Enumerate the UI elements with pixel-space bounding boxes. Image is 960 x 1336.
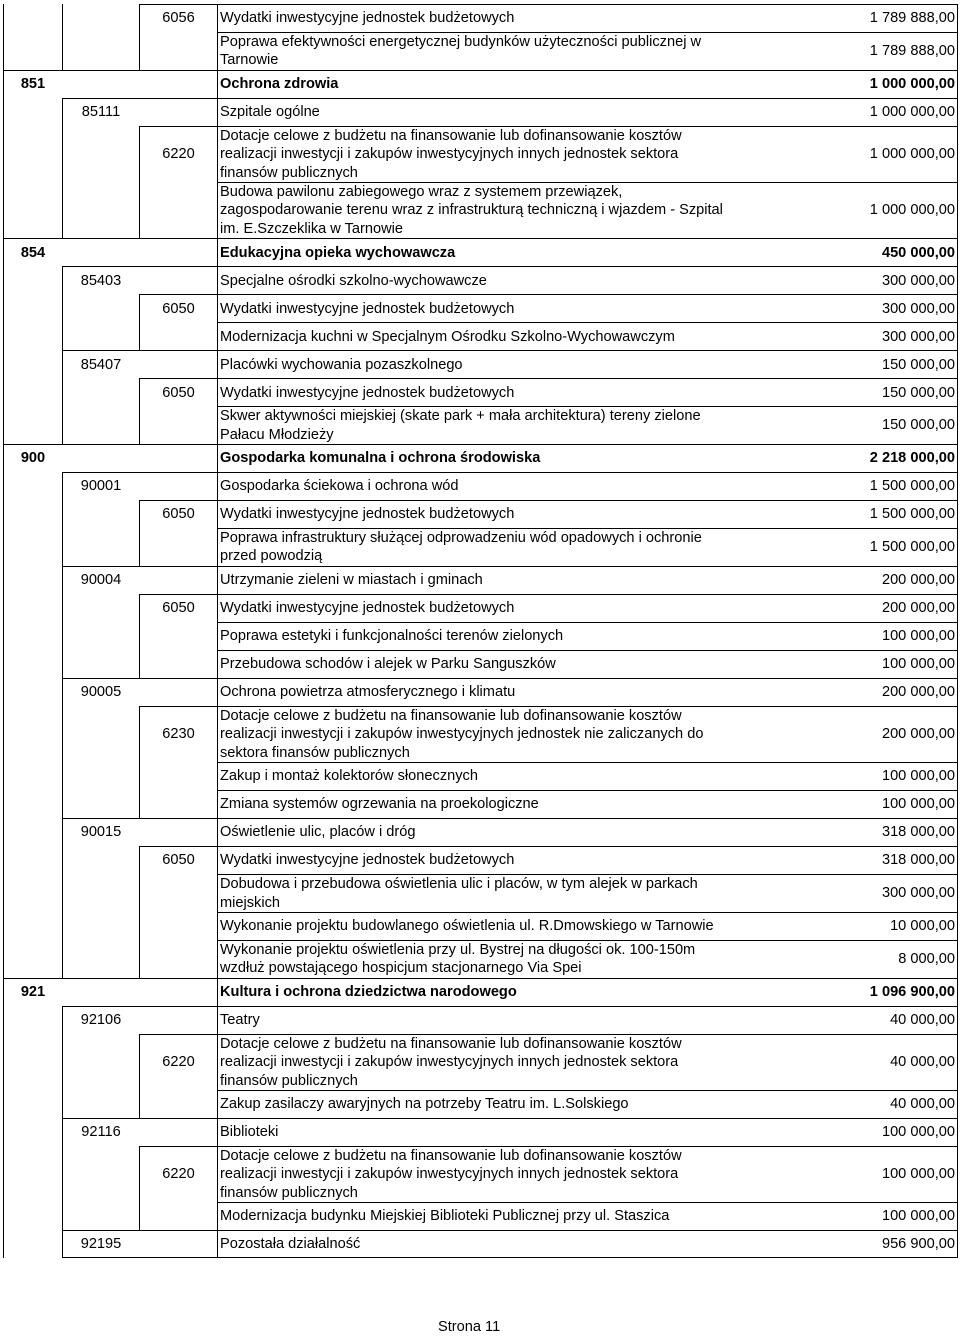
- paragraf-cell: [139, 472, 217, 500]
- rozdzial-cell: [62, 940, 139, 978]
- paragraf-cell: [139, 378, 217, 406]
- paragraf-code: 6220: [162, 1054, 195, 1071]
- rozdzial-cell: [62, 1202, 139, 1230]
- rozdzial-cell: [62, 1118, 139, 1146]
- rozdzial-cell: [62, 818, 139, 846]
- rozdzial-cell: [62, 444, 139, 472]
- paragraf-row: [3, 846, 958, 874]
- dzial-cell: [3, 650, 62, 678]
- row-amount: 100 000,00: [881, 656, 955, 673]
- rozdzial-row: [3, 350, 958, 378]
- paragraf-code: 6050: [162, 384, 195, 401]
- paragraf-cell: [139, 706, 217, 762]
- row-description: Przebudowa schodów i alejek w Parku Sanguszków: [220, 656, 556, 673]
- task-row: [3, 528, 958, 566]
- paragraf-code: 6050: [162, 300, 195, 317]
- description-amount-cell: [217, 528, 958, 566]
- description-amount-cell: [217, 1006, 958, 1034]
- dzial-cell: [3, 818, 62, 846]
- dzial-cell: [3, 940, 62, 978]
- description-amount-cell: [217, 444, 958, 472]
- row-description: Dotacje celowe z budżetu na finansowanie lub dofinansowanie kosztów realizacji inwestycji i zakupów inwestycyjnych innych jednostek sektora finansów publicznych: [220, 127, 682, 181]
- dzial-cell: [3, 790, 62, 818]
- rozdzial-code: 92106: [80, 1012, 122, 1029]
- paragraf-cell: [139, 294, 217, 322]
- description-amount-cell: [217, 294, 958, 322]
- description-amount-cell: [217, 472, 958, 500]
- dzial-cell: [3, 874, 62, 912]
- task-row: [3, 1202, 958, 1230]
- paragraf-cell: [139, 500, 217, 528]
- description-amount-cell: [217, 1202, 958, 1230]
- rozdzial-cell: [62, 650, 139, 678]
- rozdzial-cell: [62, 1006, 139, 1034]
- row-description: Wydatki inwestycyjne jednostek budżetowych: [220, 852, 515, 869]
- description-amount-cell: [217, 650, 958, 678]
- dzial-cell: [3, 444, 62, 472]
- dzial-row: [3, 238, 958, 266]
- description-amount-cell: [217, 1090, 958, 1118]
- row-amount: 8 000,00: [898, 951, 955, 968]
- row-description: Ochrona zdrowia: [220, 76, 339, 93]
- dzial-cell: [3, 182, 62, 238]
- dzial-cell: [3, 378, 62, 406]
- paragraf-cell: [139, 566, 217, 594]
- description-amount-cell: [217, 322, 958, 350]
- paragraf-row: [3, 500, 958, 528]
- rozdzial-cell: [62, 182, 139, 238]
- dzial-cell: [3, 912, 62, 940]
- dzial-code: 854: [20, 244, 46, 261]
- rozdzial-code: 92195: [80, 1235, 122, 1252]
- row-description: Wydatki inwestycyjne jednostek budżetowych: [220, 506, 515, 523]
- row-description: Wykonanie projektu oświetlenia przy ul. Bystrej na długości ok. 100-150m wzdłuż powstającego hospicjum stacjonarnego Via Spei: [220, 941, 696, 977]
- row-description: Dotacje celowe z budżetu na finansowanie lub dofinansowanie kosztów realizacji inwestycji i zakupów inwestycyjnych innych jednostek sektora finansów publicznych: [220, 1147, 682, 1201]
- paragraf-cell: [139, 818, 217, 846]
- dzial-cell: [3, 70, 62, 98]
- row-amount: 300 000,00: [881, 328, 955, 345]
- rozdzial-row: [3, 98, 958, 126]
- row-description: Edukacyjna opieka wychowawcza: [220, 244, 456, 261]
- rozdzial-cell: [62, 4, 139, 32]
- task-row: [3, 322, 958, 350]
- paragraf-row: [3, 126, 958, 182]
- row-amount: 300 000,00: [881, 885, 955, 902]
- paragraf-cell: [139, 1090, 217, 1118]
- dzial-cell: [3, 1034, 62, 1090]
- rozdzial-code: 90001: [80, 478, 122, 495]
- paragraf-cell: [139, 594, 217, 622]
- paragraf-cell: [139, 1118, 217, 1146]
- rozdzial-cell: [62, 706, 139, 762]
- rozdzial-cell: [62, 500, 139, 528]
- rozdzial-cell: [62, 678, 139, 706]
- rozdzial-cell: [62, 912, 139, 940]
- rozdzial-row: [3, 818, 958, 846]
- row-description: Skwer aktywności miejskiej (skate park + mała architektura) tereny zielone Pałacu Młodzieży: [220, 408, 701, 443]
- row-amount: 10 000,00: [890, 918, 955, 935]
- paragraf-cell: [139, 32, 217, 70]
- dzial-cell: [3, 762, 62, 790]
- rozdzial-code: 90005: [80, 684, 122, 701]
- rozdzial-code: 85403: [80, 272, 122, 289]
- row-amount: 1 500 000,00: [869, 539, 955, 556]
- paragraf-cell: [139, 98, 217, 126]
- rozdzial-row: [3, 678, 958, 706]
- description-amount-cell: [217, 4, 958, 32]
- dzial-cell: [3, 528, 62, 566]
- rozdzial-cell: [62, 1034, 139, 1090]
- rozdzial-row: [3, 266, 958, 294]
- description-amount-cell: [217, 762, 958, 790]
- row-description: Modernizacja budynku Miejskiej Biblioteki Publicznej przy ul. Staszica: [220, 1208, 670, 1225]
- description-amount-cell: [217, 32, 958, 70]
- row-description: Zakup zasilaczy awaryjnych na potrzeby Teatru im. L.Solskiego: [220, 1096, 629, 1113]
- paragraf-cell: [139, 1006, 217, 1034]
- paragraf-row: [3, 294, 958, 322]
- row-amount: 300 000,00: [881, 272, 955, 289]
- task-row: [3, 622, 958, 650]
- paragraf-cell: [139, 238, 217, 266]
- row-amount: 40 000,00: [890, 1096, 955, 1113]
- row-amount: 450 000,00: [881, 244, 955, 261]
- description-amount-cell: [217, 406, 958, 444]
- rozdzial-row: [3, 1230, 958, 1258]
- rozdzial-cell: [62, 528, 139, 566]
- description-amount-cell: [217, 912, 958, 940]
- rozdzial-cell: [62, 70, 139, 98]
- row-amount: 100 000,00: [881, 628, 955, 645]
- rozdzial-row: [3, 566, 958, 594]
- paragraf-cell: [139, 940, 217, 978]
- task-row: [3, 874, 958, 912]
- dzial-cell: [3, 126, 62, 182]
- dzial-row: [3, 978, 958, 1006]
- description-amount-cell: [217, 818, 958, 846]
- paragraf-cell: [139, 70, 217, 98]
- row-amount: 200 000,00: [881, 600, 955, 617]
- paragraf-code: 6220: [162, 1166, 195, 1183]
- paragraf-cell: [139, 790, 217, 818]
- row-description: Wydatki inwestycyjne jednostek budżetowych: [220, 300, 515, 317]
- dzial-cell: [3, 4, 62, 32]
- rozdzial-cell: [62, 1146, 139, 1202]
- description-amount-cell: [217, 1230, 958, 1258]
- row-description: Poprawa estetyki i funkcjonalności terenów zielonych: [220, 628, 564, 645]
- rozdzial-cell: [62, 126, 139, 182]
- task-row: [3, 1090, 958, 1118]
- task-row: [3, 650, 958, 678]
- description-amount-cell: [217, 182, 958, 238]
- rozdzial-cell: [62, 378, 139, 406]
- paragraf-cell: [139, 182, 217, 238]
- description-amount-cell: [217, 1146, 958, 1202]
- row-amount: 100 000,00: [881, 768, 955, 785]
- row-description: Dobudowa i przebudowa oświetlenia ulic i placów, w tym alejek w parkach miejskich: [220, 876, 698, 911]
- dzial-cell: [3, 406, 62, 444]
- dzial-cell: [3, 1146, 62, 1202]
- paragraf-row: [3, 1146, 958, 1202]
- description-amount-cell: [217, 238, 958, 266]
- paragraf-cell: [139, 762, 217, 790]
- rozdzial-code: 85111: [81, 104, 121, 121]
- task-row: [3, 32, 958, 70]
- row-description: Teatry: [220, 1012, 260, 1029]
- paragraf-row: [3, 1034, 958, 1090]
- rozdzial-cell: [62, 874, 139, 912]
- dzial-cell: [3, 98, 62, 126]
- row-description: Gospodarka komunalna i ochrona środowiska: [220, 450, 541, 467]
- row-amount: 150 000,00: [881, 384, 955, 401]
- description-amount-cell: [217, 500, 958, 528]
- paragraf-cell: [139, 528, 217, 566]
- dzial-cell: [3, 238, 62, 266]
- row-amount: 300 000,00: [881, 300, 955, 317]
- rozdzial-cell: [62, 762, 139, 790]
- rozdzial-cell: [62, 238, 139, 266]
- dzial-code: 851: [20, 76, 46, 93]
- description-amount-cell: [217, 874, 958, 912]
- description-amount-cell: [217, 790, 958, 818]
- description-amount-cell: [217, 126, 958, 182]
- paragraf-row: [3, 594, 958, 622]
- rozdzial-cell: [62, 266, 139, 294]
- rozdzial-code: 90015: [80, 824, 122, 841]
- description-amount-cell: [217, 1118, 958, 1146]
- paragraf-code: 6230: [162, 726, 195, 743]
- description-amount-cell: [217, 846, 958, 874]
- paragraf-cell: [139, 322, 217, 350]
- task-row: [3, 182, 958, 238]
- dzial-cell: [3, 1118, 62, 1146]
- paragraf-cell: [139, 1146, 217, 1202]
- dzial-cell: [3, 978, 62, 1006]
- row-amount: 1 789 888,00: [869, 10, 955, 27]
- description-amount-cell: [217, 978, 958, 1006]
- rozdzial-cell: [62, 594, 139, 622]
- dzial-cell: [3, 322, 62, 350]
- row-amount: 150 000,00: [881, 417, 955, 434]
- row-description: Specjalne ośrodki szkolno-wychowawcze: [220, 272, 487, 289]
- row-amount: 318 000,00: [881, 824, 955, 841]
- row-amount: 318 000,00: [881, 852, 955, 869]
- rozdzial-cell: [62, 1230, 139, 1258]
- row-description: Poprawa efektywności energetycznej budynków użyteczności publicznej w Tarnowie: [220, 34, 702, 69]
- row-amount: 956 900,00: [881, 1235, 955, 1252]
- description-amount-cell: [217, 594, 958, 622]
- rozdzial-code: 92116: [81, 1124, 121, 1141]
- row-description: Kultura i ochrona dziedzictwa narodowego: [220, 984, 517, 1001]
- task-row: [3, 790, 958, 818]
- paragraf-code: 6050: [162, 506, 195, 523]
- rozdzial-cell: [62, 32, 139, 70]
- paragraf-row: [3, 378, 958, 406]
- rozdzial-cell: [62, 406, 139, 444]
- row-amount: 1 789 888,00: [869, 43, 955, 60]
- paragraf-cell: [139, 874, 217, 912]
- row-amount: 1 500 000,00: [869, 506, 955, 523]
- dzial-cell: [3, 594, 62, 622]
- rozdzial-cell: [62, 294, 139, 322]
- description-amount-cell: [217, 378, 958, 406]
- row-description: Szpitale ogólne: [220, 104, 320, 121]
- row-amount: 150 000,00: [881, 356, 955, 373]
- dzial-cell: [3, 1202, 62, 1230]
- task-row: [3, 912, 958, 940]
- row-description: Wydatki inwestycyjne jednostek budżetowych: [220, 384, 515, 401]
- description-amount-cell: [217, 940, 958, 978]
- row-description: Wydatki inwestycyjne jednostek budżetowych: [220, 600, 515, 617]
- row-amount: 1 000 000,00: [869, 76, 955, 93]
- row-amount: 40 000,00: [890, 1012, 955, 1029]
- dzial-code: 921: [20, 984, 46, 1001]
- paragraf-code: 6050: [162, 600, 195, 617]
- rozdzial-cell: [62, 322, 139, 350]
- description-amount-cell: [217, 622, 958, 650]
- dzial-code: 900: [20, 450, 46, 467]
- paragraf-cell: [139, 126, 217, 182]
- paragraf-cell: [139, 1202, 217, 1230]
- dzial-cell: [3, 1090, 62, 1118]
- rozdzial-code: 90004: [80, 572, 122, 589]
- task-row: [3, 762, 958, 790]
- paragraf-cell: [139, 350, 217, 378]
- dzial-cell: [3, 846, 62, 874]
- rozdzial-cell: [62, 978, 139, 1006]
- dzial-cell: [3, 32, 62, 70]
- task-row: [3, 406, 958, 444]
- row-description: Biblioteki: [220, 1124, 279, 1141]
- paragraf-code: 6220: [162, 146, 195, 163]
- rozdzial-cell: [62, 350, 139, 378]
- row-description: Zakup i montaż kolektorów słonecznych: [220, 768, 478, 785]
- row-amount: 100 000,00: [881, 796, 955, 813]
- row-amount: 1 500 000,00: [869, 478, 955, 495]
- rozdzial-code: 85407: [80, 356, 122, 373]
- row-description: Dotacje celowe z budżetu na finansowanie lub dofinansowanie kosztów realizacji inwestycji i zakupów inwestycyjnych jednostek nie zaliczanych do sektora finansów publicznych: [220, 707, 704, 761]
- dzial-cell: [3, 622, 62, 650]
- description-amount-cell: [217, 1034, 958, 1090]
- row-description: Zmiana systemów ogrzewania na proekologiczne: [220, 796, 539, 813]
- description-amount-cell: [217, 70, 958, 98]
- row-amount: 200 000,00: [881, 684, 955, 701]
- paragraf-code: 6056: [162, 10, 195, 27]
- rozdzial-cell: [62, 566, 139, 594]
- row-amount: 200 000,00: [881, 572, 955, 589]
- row-description: Gospodarka ściekowa i ochrona wód: [220, 478, 459, 495]
- paragraf-cell: [139, 406, 217, 444]
- description-amount-cell: [217, 678, 958, 706]
- dzial-cell: [3, 500, 62, 528]
- row-amount: 100 000,00: [881, 1166, 955, 1183]
- row-amount: 2 218 000,00: [869, 450, 955, 467]
- dzial-cell: [3, 1230, 62, 1258]
- paragraf-cell: [139, 444, 217, 472]
- row-description: Wykonanie projektu budowlanego oświetlenia ul. R.Dmowskiego w Tarnowie: [220, 918, 714, 935]
- dzial-cell: [3, 566, 62, 594]
- paragraf-cell: [139, 1230, 217, 1258]
- row-amount: 100 000,00: [881, 1124, 955, 1141]
- rozdzial-row: [3, 1118, 958, 1146]
- row-description: Wydatki inwestycyjne jednostek budżetowych: [220, 10, 515, 27]
- rozdzial-row: [3, 1006, 958, 1034]
- paragraf-cell: [139, 650, 217, 678]
- paragraf-cell: [139, 846, 217, 874]
- rozdzial-cell: [62, 1090, 139, 1118]
- rozdzial-row: [3, 472, 958, 500]
- row-description: Ochrona powietrza atmosferycznego i klimatu: [220, 684, 516, 701]
- paragraf-cell: [139, 4, 217, 32]
- rozdzial-cell: [62, 790, 139, 818]
- description-amount-cell: [217, 266, 958, 294]
- task-row: [3, 940, 958, 978]
- description-amount-cell: [217, 566, 958, 594]
- rozdzial-cell: [62, 472, 139, 500]
- row-amount: 1 000 000,00: [869, 104, 955, 121]
- rozdzial-cell: [62, 846, 139, 874]
- paragraf-row: [3, 4, 958, 32]
- budget-table: [3, 4, 958, 1258]
- dzial-cell: [3, 350, 62, 378]
- page-number: Strona 11: [438, 1319, 501, 1335]
- row-amount: 1 000 000,00: [869, 202, 955, 219]
- row-description: Utrzymanie zieleni w miastach i gminach: [220, 572, 483, 589]
- row-description: Oświetlenie ulic, placów i dróg: [220, 824, 416, 841]
- paragraf-cell: [139, 1034, 217, 1090]
- row-amount: 200 000,00: [881, 726, 955, 743]
- dzial-cell: [3, 678, 62, 706]
- dzial-cell: [3, 1006, 62, 1034]
- dzial-row: [3, 70, 958, 98]
- row-description: Modernizacja kuchni w Specjalnym Ośrodku Szkolno-Wychowawczym: [220, 328, 675, 345]
- description-amount-cell: [217, 350, 958, 378]
- dzial-cell: [3, 706, 62, 762]
- paragraf-cell: [139, 266, 217, 294]
- row-amount: 1 000 000,00: [869, 146, 955, 163]
- paragraf-cell: [139, 622, 217, 650]
- row-amount: 1 096 900,00: [869, 984, 955, 1001]
- paragraf-code: 6050: [162, 852, 195, 869]
- dzial-cell: [3, 294, 62, 322]
- row-description: Placówki wychowania pozaszkolnego: [220, 356, 463, 373]
- dzial-cell: [3, 472, 62, 500]
- paragraf-cell: [139, 978, 217, 1006]
- row-description: Pozostała działalność: [220, 1235, 361, 1252]
- row-amount: 100 000,00: [881, 1208, 955, 1225]
- dzial-cell: [3, 266, 62, 294]
- row-description: Dotacje celowe z budżetu na finansowanie lub dofinansowanie kosztów realizacji inwestycji i zakupów inwestycyjnych innych jednostek sektora finansów publicznych: [220, 1035, 682, 1089]
- description-amount-cell: [217, 98, 958, 126]
- description-amount-cell: [217, 706, 958, 762]
- rozdzial-cell: [62, 98, 139, 126]
- row-amount: 40 000,00: [890, 1054, 955, 1071]
- paragraf-cell: [139, 678, 217, 706]
- row-description: Poprawa infrastruktury służącej odprowadzeniu wód opadowych i ochronie przed powodzią: [220, 530, 702, 565]
- paragraf-cell: [139, 912, 217, 940]
- paragraf-row: [3, 706, 958, 762]
- row-description: Budowa pawilonu zabiegowego wraz z systemem przewiązek, zagospodarowanie terenu wraz z infrastrukturą techniczną i wjazdem - Szpital im. E.Szczeklika w Tarnowie: [220, 184, 723, 237]
- dzial-row: [3, 444, 958, 472]
- rozdzial-cell: [62, 622, 139, 650]
